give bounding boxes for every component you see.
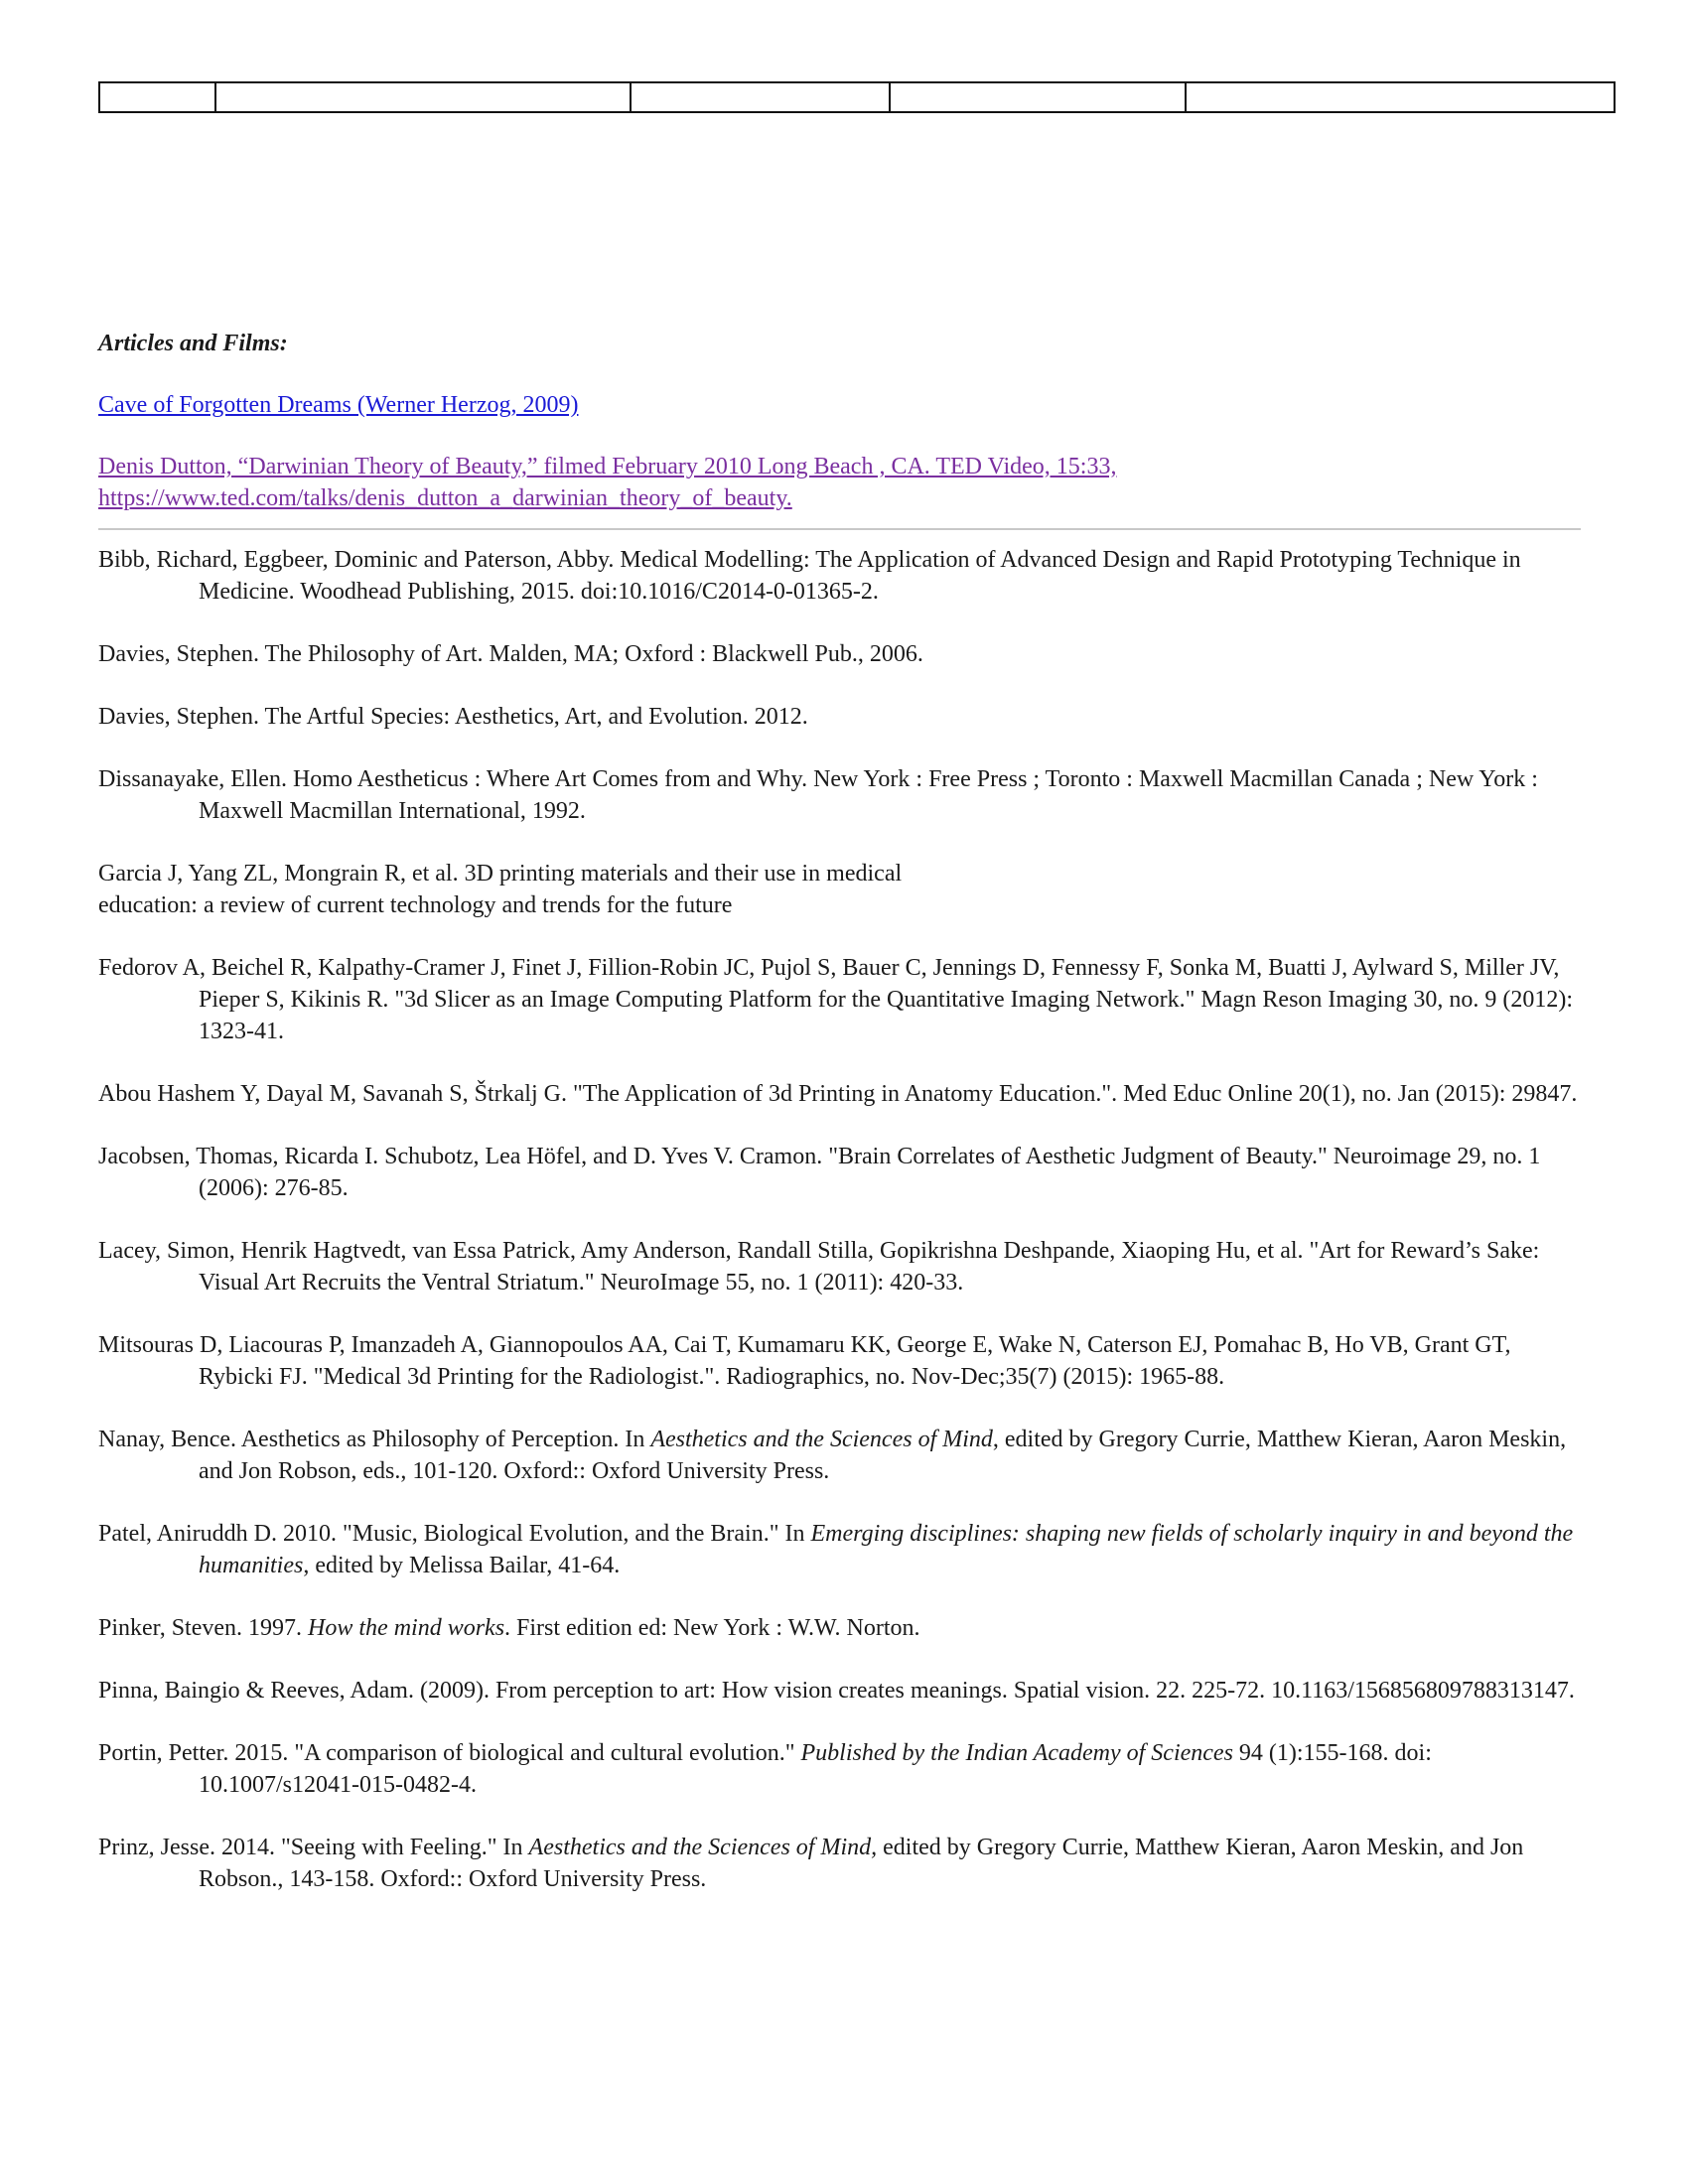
reference-entry [98,858,1588,921]
reference-entry [98,1612,1588,1644]
reference-list [98,544,1588,1895]
table-cell [99,82,215,112]
reference-text: Pinker, Steven. 1997. [98,1615,309,1641]
table-cell [215,82,631,112]
reference-title-italic: Emerging disciplines: shaping new fields of scholarly inquiry in and beyond the humanities [199,1521,1574,1578]
reference-text: , edited by Melissa Bailar, 41-64. [303,1553,621,1578]
reference-title-italic: How the mind works [308,1615,505,1641]
reference-title-italic: Aesthetics and the Sciences of Mind [650,1427,993,1452]
reference-entry [98,544,1588,608]
reference-text: Abou Hashem Y, Dayal M, Savanah S, Štrkalj G. "The Application of 3d Printing in Anatomy Education.". Med Educ Online 20(1), no. Jan (2015): 29847. [98,1081,1578,1107]
reference-text: Portin, Petter. 2015. "A comparison of biological and cultural evolution." [98,1740,801,1766]
reference-entry [98,1424,1588,1487]
reference-line: Garcia J, Yang ZL, Mongrain R, et al. 3D printing materials and their use in medical [98,861,903,887]
reference-entry [98,701,1588,733]
table-cell [631,82,890,112]
reference-entry [98,763,1588,827]
reference-text: edited by Gregory Currie, Matthew Kieran, Aaron Meskin, and Jon Robson., 143-158. Oxford:: Oxford University Press. [199,1835,1524,1892]
reference-entry [98,1675,1588,1706]
reference-text: Davies, Stephen. The Artful Species: Aesthetics, Art, and Evolution. 2012. [98,704,808,730]
reference-title-italic: Aesthetics and the Sciences of Mind, [528,1835,878,1860]
film-link-url: https://www.ted.com/talks/denis_dutton_a_darwinian_theory_of_beauty. [98,485,792,511]
reference-text: Lacey, Simon, Henrik Hagtvedt, van Essa Patrick, Amy Anderson, Randall Stilla, Gopikrishna Deshpande, Xiaoping Hu, et al. "Art for Reward’s Sake: Visual Art Recruits the Ventral Striatum." NeuroImage 55, no. 1 (2011): 420-33. [98,1238,1540,1296]
horizontal-divider [98,528,1581,530]
reference-text: , edited by Gregory Currie, Matthew Kieran, Aaron Meskin, and Jon Robson, eds., 101-120. Oxford:: Oxford University Press. [199,1427,1567,1484]
table-cell [890,82,1186,112]
reference-text: 94 (1):155-168. doi: 10.1007/s12041-015-0482-4. [199,1740,1432,1798]
reference-entry [98,1737,1588,1801]
reference-text: Pinna, Baingio & Reeves, Adam. (2009). From perception to art: How vision creates meanings. Spatial vision. 22. 225-72. 10.1163/156856809788313147. [98,1678,1575,1704]
reference-entry [98,1832,1588,1895]
section-heading: Articles and Films: [98,331,288,356]
reference-text: . First edition ed: New York : W.W. Norton. [504,1615,920,1641]
reference-line: education: a review of current technology and trends for the future [98,892,733,918]
film-link-denis-dutton-ted[interactable] [98,451,1588,514]
reference-text: Nanay, Bence. Aesthetics as Philosophy of Perception. In [98,1427,651,1452]
reference-entry [98,1235,1588,1298]
reference-text: Davies, Stephen. The Philosophy of Art. Malden, MA; Oxford : Blackwell Pub., 2006. [98,641,923,667]
reference-text: Mitsouras D, Liacouras P, Imanzadeh A, Giannopoulos AA, Cai T, Kumamaru KK, George E, Wake N, Caterson EJ, Pomahac B, Ho VB, Grant GT, Rybicki FJ. "Medical 3d Printing for the Radiologist.". Radiographics, no. Nov-Dec;35(7) (2015): 1965-88. [98,1332,1511,1390]
empty-table-row [98,81,1616,113]
table-row [99,82,1615,112]
reference-entry [98,1078,1588,1110]
reference-entry [98,1141,1588,1204]
reference-text: Bibb, Richard, Eggbeer, Dominic and Paterson, Abby. Medical Modelling: The Application of Advanced Design and Rapid Prototyping Technique in Medicine. Woodhead Publishing, 2015. doi:10.1016/C2014-0-01365-2. [98,547,1521,605]
reference-entry [98,1518,1588,1581]
reference-entry [98,952,1588,1047]
reference-entry [98,638,1588,670]
reference-title-italic: Published by the Indian Academy of Sciences [800,1740,1233,1766]
film-link-cave-of-forgotten-dreams[interactable]: Cave of Forgotten Dreams (Werner Herzog, 2009) [98,392,579,418]
bibliography-section [98,328,1588,1926]
reference-entry [98,1329,1588,1393]
reference-text: Prinz, Jesse. 2014. "Seeing with Feeling." In [98,1835,529,1860]
table-cell [1186,82,1615,112]
reference-text: Jacobsen, Thomas, Ricarda I. Schubotz, Lea Höfel, and D. Yves V. Cramon. "Brain Correlates of Aesthetic Judgment of Beauty." Neuroimage 29, no. 1 (2006): 276-85. [98,1144,1541,1201]
film-link-text: Denis Dutton, “Darwinian Theory of Beauty,” filmed February 2010 Long Beach , CA. TED Video, 15:33, [98,454,1117,479]
reference-text: Fedorov A, Beichel R, Kalpathy-Cramer J, Finet J, Fillion-Robin JC, Pujol S, Bauer C, Jennings D, Fennessy F, Sonka M, Buatti J, Aylward S, Miller JV, Pieper S, Kikinis R. "3d Slicer as an Image Computing Platform for the Quantitative Imaging Network." Magn Reson Imaging 30, no. 9 (2012): 1323-41. [98,955,1574,1044]
reference-text: Dissanayake, Ellen. Homo Aestheticus : Where Art Comes from and Why. New York : Free Press ; Toronto : Maxwell Macmillan Canada ; New York : Maxwell Macmillan International, 1992. [98,766,1538,824]
reference-text: Patel, Aniruddh D. 2010. "Music, Biological Evolution, and the Brain." In [98,1521,811,1547]
